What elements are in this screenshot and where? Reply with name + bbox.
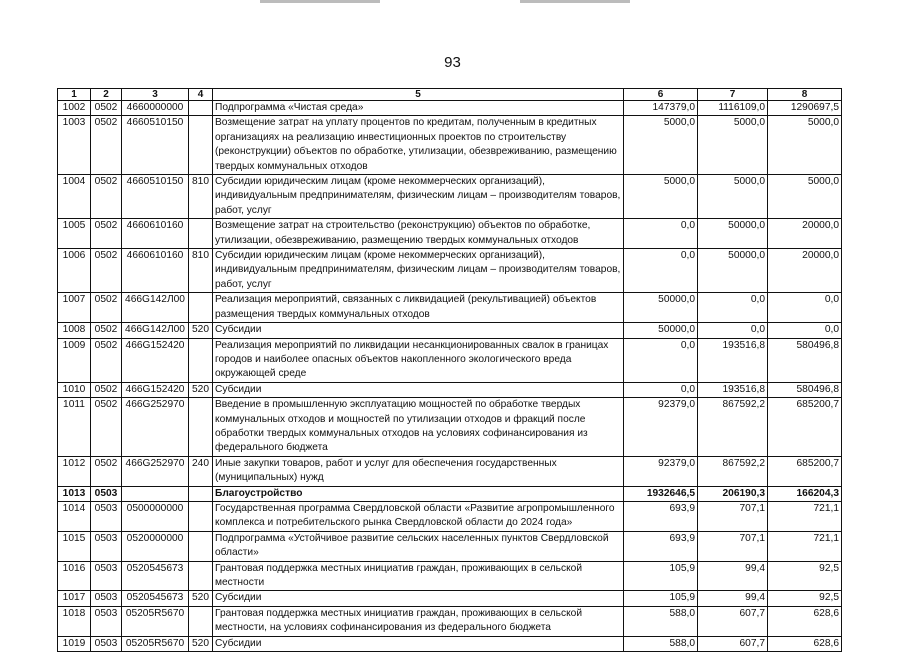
row-number-cell: 1017 <box>58 591 91 606</box>
value-col6-cell: 588,0 <box>624 636 698 651</box>
table-row <box>58 591 842 606</box>
expense-type-cell <box>189 501 213 531</box>
expense-type-cell <box>189 338 213 382</box>
item-name-cell: Грантовая поддержка местных инициатив граждан, проживающих в сельской местности <box>213 561 624 591</box>
value-col8-cell: 685200,7 <box>768 456 842 486</box>
value-col7-cell: 1116109,0 <box>698 101 768 116</box>
row-number-cell: 1005 <box>58 219 91 249</box>
value-col8-cell: 92,5 <box>768 561 842 591</box>
value-col8-cell: 0,0 <box>768 323 842 338</box>
value-col8-cell: 721,1 <box>768 531 842 561</box>
row-number-cell: 1010 <box>58 382 91 397</box>
value-col7-cell: 99,4 <box>698 591 768 606</box>
value-col6-cell: 5000,0 <box>624 175 698 219</box>
value-col8-cell: 721,1 <box>768 501 842 531</box>
value-col7-cell: 50000,0 <box>698 249 768 293</box>
table-row <box>58 531 842 561</box>
section-code-cell: 0503 <box>91 561 122 591</box>
value-col7-cell: 607,7 <box>698 606 768 636</box>
value-col7-cell: 867592,2 <box>698 398 768 457</box>
table-row <box>58 636 842 651</box>
column-header: 7 <box>698 89 768 101</box>
section-code-cell: 0503 <box>91 591 122 606</box>
scan-top-mark <box>260 0 380 3</box>
section-code-cell: 0502 <box>91 398 122 457</box>
item-name-cell: Реализация мероприятий по ликвидации несанкционированных свалок в границах городов и наиболее опасных объектов накопленного экологического вреда окружающей среде <box>213 338 624 382</box>
value-col7-cell: 193516,8 <box>698 382 768 397</box>
section-code-cell: 0502 <box>91 338 122 382</box>
value-col6-cell: 0,0 <box>624 382 698 397</box>
target-article-cell: 466G142Л00 <box>122 323 189 338</box>
section-code-cell: 0503 <box>91 501 122 531</box>
value-col7-cell: 707,1 <box>698 531 768 561</box>
value-col7-cell: 607,7 <box>698 636 768 651</box>
value-col8-cell: 20000,0 <box>768 219 842 249</box>
column-header: 4 <box>189 89 213 101</box>
table-row <box>58 338 842 382</box>
section-code-cell: 0503 <box>91 486 122 501</box>
row-number-cell: 1013 <box>58 486 91 501</box>
row-number-cell: 1012 <box>58 456 91 486</box>
section-code-cell: 0502 <box>91 293 122 323</box>
row-number-cell: 1014 <box>58 501 91 531</box>
value-col8-cell: 580496,8 <box>768 338 842 382</box>
header-row <box>58 89 842 101</box>
table-row <box>58 561 842 591</box>
table-row <box>58 606 842 636</box>
row-number-cell: 1016 <box>58 561 91 591</box>
table-row <box>58 501 842 531</box>
value-col7-cell: 707,1 <box>698 501 768 531</box>
target-article-cell: 0500000000 <box>122 501 189 531</box>
item-name-cell: Иные закупки товаров, работ и услуг для обеспечения государственных (муниципальных) нужд <box>213 456 624 486</box>
value-col8-cell: 92,5 <box>768 591 842 606</box>
row-number-cell: 1018 <box>58 606 91 636</box>
expense-type-cell <box>189 293 213 323</box>
target-article-cell: 4660510150 <box>122 116 189 175</box>
value-col6-cell: 1932646,5 <box>624 486 698 501</box>
item-name-cell: Субсидии <box>213 591 624 606</box>
row-number-cell: 1002 <box>58 101 91 116</box>
table-row <box>58 398 842 457</box>
target-article-cell: 0520545673 <box>122 591 189 606</box>
scan-top-mark <box>520 0 630 3</box>
item-name-cell: Возмещение затрат на строительство (реконструкцию) объектов по обработке, утилизации, обезвреживанию, размещению твердых коммунальных отходов <box>213 219 624 249</box>
value-col6-cell: 0,0 <box>624 338 698 382</box>
item-name-cell: Субсидии <box>213 636 624 651</box>
section-code-cell: 0502 <box>91 175 122 219</box>
value-col6-cell: 92379,0 <box>624 456 698 486</box>
column-header: 8 <box>768 89 842 101</box>
row-number-cell: 1015 <box>58 531 91 561</box>
section-code-cell: 0502 <box>91 382 122 397</box>
value-col6-cell: 588,0 <box>624 606 698 636</box>
section-code-cell: 0502 <box>91 249 122 293</box>
expense-type-cell: 520 <box>189 591 213 606</box>
target-article-cell: 466G252970 <box>122 456 189 486</box>
row-number-cell: 1011 <box>58 398 91 457</box>
value-col8-cell: 685200,7 <box>768 398 842 457</box>
item-name-cell: Грантовая поддержка местных инициатив граждан, проживающих в сельской местности, на условиях софинансирования из федерального бюджета <box>213 606 624 636</box>
section-code-cell: 0502 <box>91 116 122 175</box>
value-col7-cell: 5000,0 <box>698 116 768 175</box>
table-row <box>58 249 842 293</box>
value-col8-cell: 628,6 <box>768 636 842 651</box>
row-number-cell: 1006 <box>58 249 91 293</box>
item-name-cell: Субсидии <box>213 382 624 397</box>
section-code-cell: 0502 <box>91 456 122 486</box>
row-number-cell: 1007 <box>58 293 91 323</box>
target-article-cell: 466G252970 <box>122 398 189 457</box>
expense-type-cell: 810 <box>189 249 213 293</box>
item-name-cell: Реализация мероприятий, связанных с ликвидацией (рекультивацией) объектов размещения твердых коммунальных отходов <box>213 293 624 323</box>
section-code-cell: 0502 <box>91 323 122 338</box>
value-col7-cell: 867592,2 <box>698 456 768 486</box>
target-article-cell: 4660610160 <box>122 219 189 249</box>
value-col7-cell: 0,0 <box>698 323 768 338</box>
item-name-cell: Субсидии юридическим лицам (кроме некоммерческих организаций), индивидуальным предпринимателям, физическим лицам – производителям товаров, работ, услуг <box>213 175 624 219</box>
expense-type-cell <box>189 116 213 175</box>
row-number-cell: 1003 <box>58 116 91 175</box>
column-header: 5 <box>213 89 624 101</box>
item-name-cell: Подпрограмма «Устойчивое развитие сельских населенных пунктов Свердловской области» <box>213 531 624 561</box>
section-code-cell: 0502 <box>91 219 122 249</box>
value-col6-cell: 105,9 <box>624 561 698 591</box>
expense-type-cell <box>189 561 213 591</box>
item-name-cell: Субсидии юридическим лицам (кроме некоммерческих организаций), индивидуальным предпринимателям, физическим лицам – производителям товаров, работ, услуг <box>213 249 624 293</box>
target-article-cell: 4660000000 <box>122 101 189 116</box>
item-name-cell: Субсидии <box>213 323 624 338</box>
value-col7-cell: 193516,8 <box>698 338 768 382</box>
column-header: 1 <box>58 89 91 101</box>
value-col6-cell: 5000,0 <box>624 116 698 175</box>
column-header: 6 <box>624 89 698 101</box>
value-col6-cell: 147379,0 <box>624 101 698 116</box>
section-code-cell: 0503 <box>91 531 122 561</box>
target-article-cell: 466G142Л00 <box>122 293 189 323</box>
item-name-cell: Благоустройство <box>213 486 624 501</box>
expense-type-cell <box>189 219 213 249</box>
expense-type-cell <box>189 606 213 636</box>
value-col8-cell: 20000,0 <box>768 249 842 293</box>
value-col7-cell: 99,4 <box>698 561 768 591</box>
value-col6-cell: 92379,0 <box>624 398 698 457</box>
table-row <box>58 101 842 116</box>
value-col7-cell: 5000,0 <box>698 175 768 219</box>
column-header: 3 <box>122 89 189 101</box>
table-row <box>58 486 842 501</box>
section-code-cell: 0503 <box>91 636 122 651</box>
table-row <box>58 175 842 219</box>
row-number-cell: 1009 <box>58 338 91 382</box>
expense-type-cell: 520 <box>189 323 213 338</box>
expense-type-cell <box>189 398 213 457</box>
value-col6-cell: 693,9 <box>624 531 698 561</box>
value-col6-cell: 50000,0 <box>624 293 698 323</box>
row-number-cell: 1019 <box>58 636 91 651</box>
target-article-cell: 0520545673 <box>122 561 189 591</box>
target-article-cell: 0520000000 <box>122 531 189 561</box>
value-col6-cell: 0,0 <box>624 219 698 249</box>
expense-type-cell: 240 <box>189 456 213 486</box>
section-code-cell: 0502 <box>91 101 122 116</box>
target-article-cell: 466G152420 <box>122 338 189 382</box>
table-row <box>58 293 842 323</box>
section-code-cell: 0503 <box>91 606 122 636</box>
expense-type-cell <box>189 101 213 116</box>
expense-type-cell: 520 <box>189 382 213 397</box>
value-col8-cell: 628,6 <box>768 606 842 636</box>
table-row <box>58 219 842 249</box>
item-name-cell: Возмещение затрат на уплату процентов по кредитам, полученным в кредитных организациях на реализацию инвестиционных проектов по строительству (реконструкции) объектов по обработке, утилизации, обезвреживанию, размещению твердых коммунальных отходов <box>213 116 624 175</box>
table-row <box>58 323 842 338</box>
item-name-cell: Государственная программа Свердловской области «Развитие агропромышленного комплекса и потребительского рынка Свердловской области до 2024 года» <box>213 501 624 531</box>
target-article-cell: 4660610160 <box>122 249 189 293</box>
value-col8-cell: 5000,0 <box>768 116 842 175</box>
value-col6-cell: 0,0 <box>624 249 698 293</box>
table-row <box>58 116 842 175</box>
item-name-cell: Введение в промышленную эксплуатацию мощностей по обработке твердых коммунальных отходов и мощностей по утилизации отходов и фракций после обработки твердых коммунальных отходов на условиях софинансирования из федерального бюджета <box>213 398 624 457</box>
target-article-cell <box>122 486 189 501</box>
table-row <box>58 456 842 486</box>
value-col6-cell: 693,9 <box>624 501 698 531</box>
row-number-cell: 1008 <box>58 323 91 338</box>
table-row <box>58 382 842 397</box>
value-col6-cell: 50000,0 <box>624 323 698 338</box>
target-article-cell: 466G152420 <box>122 382 189 397</box>
expense-type-cell <box>189 531 213 561</box>
value-col8-cell: 580496,8 <box>768 382 842 397</box>
value-col8-cell: 1290697,5 <box>768 101 842 116</box>
column-header: 2 <box>91 89 122 101</box>
value-col7-cell: 0,0 <box>698 293 768 323</box>
value-col7-cell: 206190,3 <box>698 486 768 501</box>
value-col8-cell: 5000,0 <box>768 175 842 219</box>
value-col8-cell: 166204,3 <box>768 486 842 501</box>
expense-type-cell: 520 <box>189 636 213 651</box>
target-article-cell: 05205R5670 <box>122 606 189 636</box>
value-col8-cell: 0,0 <box>768 293 842 323</box>
row-number-cell: 1004 <box>58 175 91 219</box>
budget-table <box>57 88 842 652</box>
value-col6-cell: 105,9 <box>624 591 698 606</box>
page-number: 93 <box>444 54 461 71</box>
item-name-cell: Подпрограмма «Чистая среда» <box>213 101 624 116</box>
target-article-cell: 05205R5670 <box>122 636 189 651</box>
target-article-cell: 4660510150 <box>122 175 189 219</box>
expense-type-cell: 810 <box>189 175 213 219</box>
expense-type-cell <box>189 486 213 501</box>
value-col7-cell: 50000,0 <box>698 219 768 249</box>
